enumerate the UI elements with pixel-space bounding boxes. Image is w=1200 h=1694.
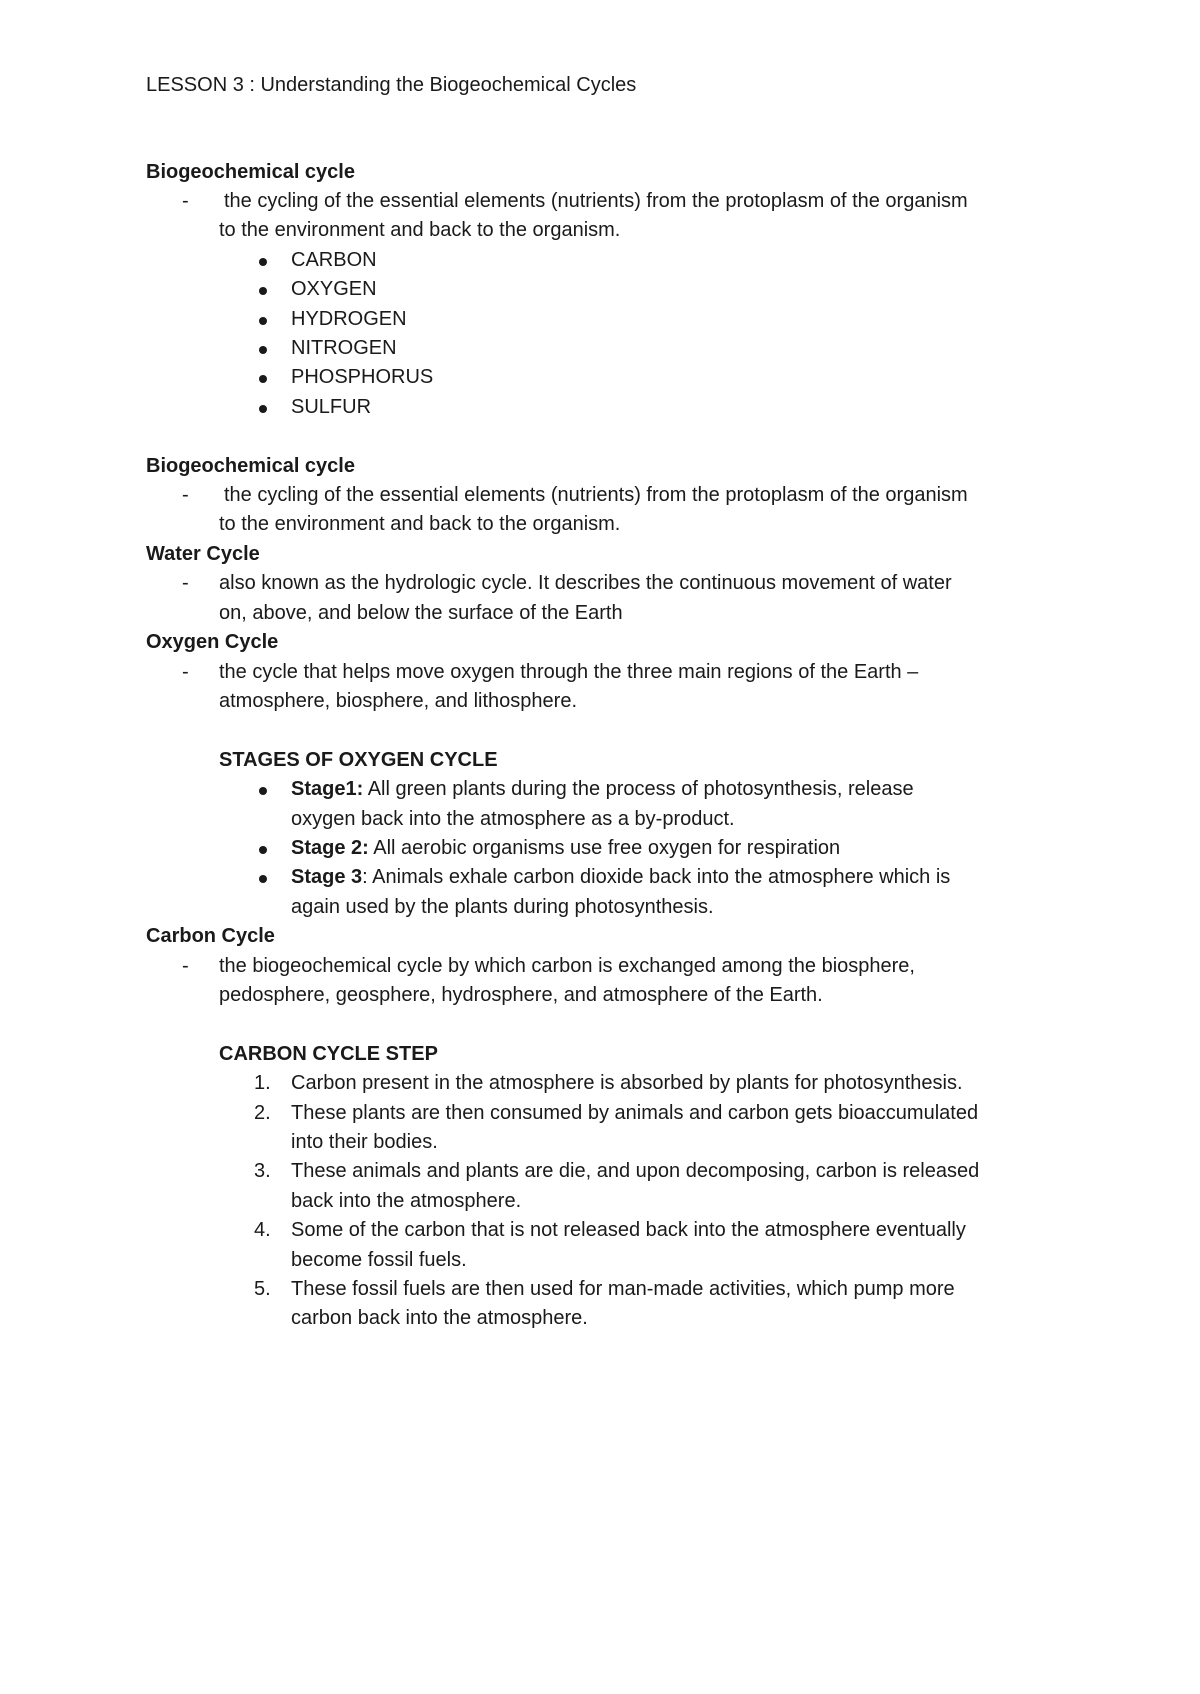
step-text: These fossil fuels are then used for man-made activities, which pump more <box>291 1278 955 1300</box>
step-text: Carbon present in the atmosphere is absorbed by plants for photosynthesis. <box>291 1072 963 1094</box>
section-heading-water-cycle: Water Cycle <box>146 543 260 565</box>
stage-text: : Animals exhale carbon dioxide back into the atmosphere which is <box>362 866 951 888</box>
step-text: These animals and plants are die, and upon decomposing, carbon is released <box>291 1160 980 1182</box>
dash-marker: - <box>182 190 189 212</box>
step-number: 1. <box>254 1072 271 1094</box>
definition-line: pedosphere, geosphere, hydrosphere, and atmosphere of the Earth. <box>219 984 823 1006</box>
element-item: SULFUR <box>291 396 372 418</box>
bullet-icon <box>259 346 267 354</box>
bullet-icon <box>259 287 267 295</box>
stage-text-continued: oxygen back into the atmosphere as a by-product. <box>291 808 735 830</box>
dash-marker: - <box>182 661 189 683</box>
stage-label: Stage 3 <box>291 866 363 888</box>
bullet-icon <box>259 375 267 383</box>
definition-line: to the environment and back to the organism. <box>219 219 621 241</box>
stage-item <box>291 834 840 863</box>
definition-line: the cycling of the essential elements (nutrients) from the protoplasm of the organism <box>224 190 968 212</box>
stage-label: Stage1: <box>291 778 364 800</box>
page-title: LESSON 3 : Understanding the Biogeochemical Cycles <box>146 74 637 96</box>
bullet-icon <box>259 258 267 266</box>
step-number: 3. <box>254 1160 271 1182</box>
element-item: CARBON <box>291 249 377 271</box>
step-number: 4. <box>254 1219 271 1241</box>
bullet-icon <box>259 875 267 883</box>
definition-line: also known as the hydrologic cycle. It describes the continuous movement of water <box>219 572 952 594</box>
stage-text-continued: again used by the plants during photosynthesis. <box>291 896 714 918</box>
step-number: 5. <box>254 1278 271 1300</box>
stage-label: Stage 2: <box>291 837 369 859</box>
section-heading-oxygen-cycle: Oxygen Cycle <box>146 631 279 653</box>
section-heading-carbon-cycle: Carbon Cycle <box>146 925 275 947</box>
definition-line: the cycle that helps move oxygen through the three main regions of the Earth – <box>219 661 919 683</box>
bullet-icon <box>259 787 267 795</box>
dash-marker: - <box>182 572 189 594</box>
element-item: NITROGEN <box>291 337 397 359</box>
section-heading-biogeochemical-1: Biogeochemical cycle <box>146 161 355 183</box>
definition-line: on, above, and below the surface of the Earth <box>219 602 623 624</box>
element-item: PHOSPHORUS <box>291 366 434 388</box>
step-text: Some of the carbon that is not released back into the atmosphere eventually <box>291 1219 966 1241</box>
step-number: 2. <box>254 1102 271 1124</box>
steps-heading: CARBON CYCLE STEP <box>219 1043 438 1065</box>
step-text: These plants are then consumed by animals and carbon gets bioaccumulated <box>291 1102 979 1124</box>
step-text-continued: become fossil fuels. <box>291 1249 467 1271</box>
stages-heading: STAGES OF OXYGEN CYCLE <box>219 749 498 771</box>
stage-item <box>291 863 950 892</box>
stage-text: All green plants during the process of photosynthesis, release <box>363 778 914 800</box>
step-text-continued: back into the atmosphere. <box>291 1190 522 1212</box>
step-text-continued: carbon back into the atmosphere. <box>291 1307 588 1329</box>
stage-text: All aerobic organisms use free oxygen for respiration <box>368 837 841 859</box>
definition-line: to the environment and back to the organism. <box>219 513 621 535</box>
definition-line: the biogeochemical cycle by which carbon is exchanged among the biosphere, <box>219 955 915 977</box>
element-item: OXYGEN <box>291 278 377 300</box>
dash-marker: - <box>182 484 189 506</box>
stage-item <box>291 775 914 804</box>
section-heading-biogeochemical-2: Biogeochemical cycle <box>146 455 355 477</box>
bullet-icon <box>259 405 267 413</box>
bullet-icon <box>259 317 267 325</box>
dash-marker: - <box>182 955 189 977</box>
definition-line: atmosphere, biosphere, and lithosphere. <box>219 690 578 712</box>
step-text-continued: into their bodies. <box>291 1131 438 1153</box>
element-item: HYDROGEN <box>291 308 407 330</box>
bullet-icon <box>259 846 267 854</box>
definition-line: the cycling of the essential elements (nutrients) from the protoplasm of the organism <box>224 484 968 506</box>
